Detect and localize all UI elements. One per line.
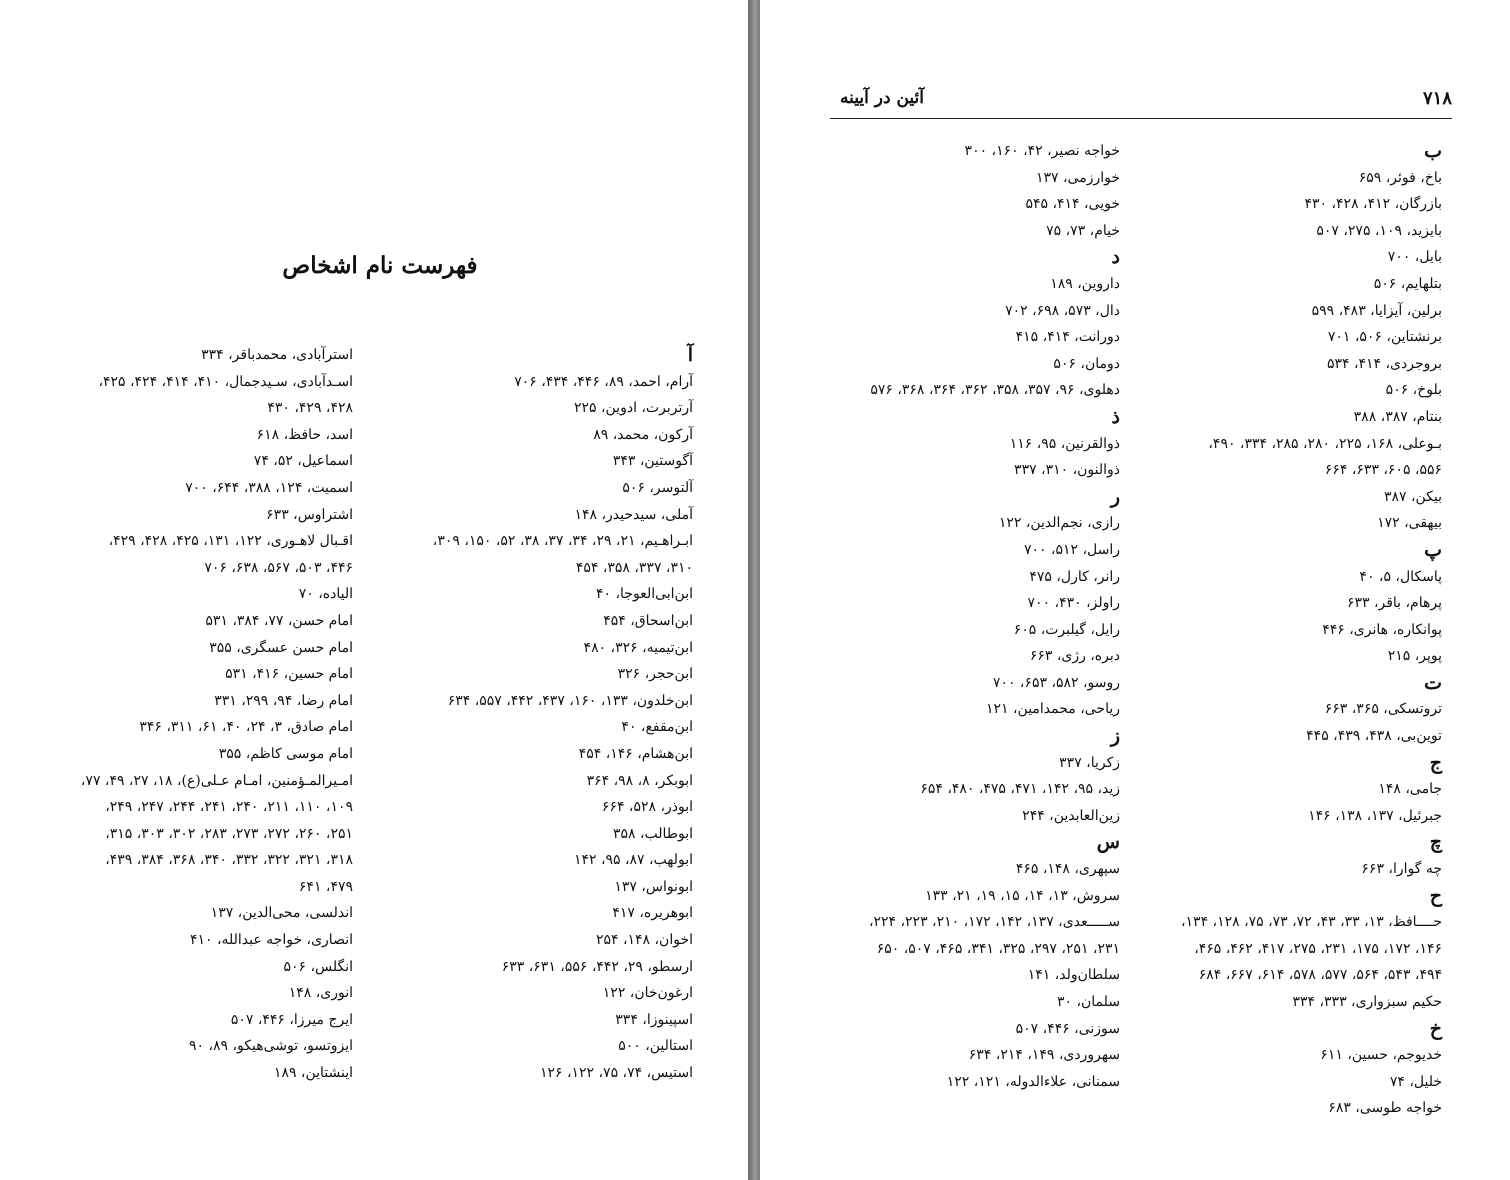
index-entry: ۴۷۹، ۶۴۱ [298,878,353,895]
index-entry: ابوبکر، ۸، ۹۸، ۳۶۴ [586,772,693,789]
index-entry: ارسطو، ۲۹، ۴۴۲، ۵۵۶، ۶۳۱، ۶۳۳ [501,958,693,975]
index-entry: تروتسکی، ۳۶۵، ۶۶۳ [1324,701,1442,718]
index-letter-heading: د [1111,246,1120,269]
index-entry: امام رضا، ۹۴، ۲۹۹، ۳۳۱ [214,692,353,709]
index-entry: زید، ۹۵، ۱۴۲، ۴۷۱، ۴۷۵، ۴۸۰، ۶۵۴ [920,781,1120,798]
index-entry: دورانت، ۴۱۴، ۴۱۵ [1015,329,1120,346]
index-entry: استالین، ۵۰۰ [618,1038,693,1055]
index-entry: بلوخ، ۵۰۶ [1385,382,1442,399]
index-entry: خوارزمی، ۱۳۷ [1036,169,1120,186]
index-entry: انگلس، ۵۰۶ [283,958,353,975]
index-entry: حکیم سبزواری، ۳۳۳، ۳۳۴ [1292,994,1442,1010]
index-entry: توین‌بی، ۴۳۸، ۴۳۹، ۴۴۵ [1306,728,1442,745]
index-entry: بایزید، ۱۰۹، ۲۷۵، ۵۰۷ [1316,222,1442,239]
index-entry: داروین، ۱۸۹ [1050,275,1120,292]
index-entry: ابوهریره، ۴۱۷ [612,905,693,922]
index-entry: اسماعیل، ۵۲، ۷۴ [253,453,353,470]
index-entry: ۲۳۱، ۲۵۱، ۲۹۷، ۳۲۵، ۳۴۱، ۴۶۵، ۵۰۷، ۶۵۰ [876,940,1120,957]
index-entry: سلمان، ۳۰ [1056,994,1120,1010]
index-entry: اسپینوزا، ۳۳۴ [615,1011,693,1028]
index-entry: ایرج میرزا، ۴۴۶، ۵۰۷ [230,1011,353,1028]
index-letter-heading: پ [1424,538,1442,561]
right-page [760,0,1510,1180]
index-entry: ۲۵۱، ۲۶۰، ۲۷۲، ۲۷۳، ۲۸۳، ۳۰۲، ۳۰۳، ۳۱۵، [105,825,353,842]
index-entry: اسمیت، ۱۲۴، ۳۸۸، ۶۴۴، ۷۰۰ [185,479,353,496]
index-entry: ۳۱۸، ۳۲۱، ۳۲۲، ۳۳۲، ۳۴۰، ۳۶۸، ۳۸۴، ۴۳۹، [105,852,353,869]
index-entry: استرآبادی، محمدباقر، ۳۳۴ [201,347,353,363]
index-entry: خواجه نصیر، ۴۲، ۱۶۰، ۳۰۰ [964,143,1120,159]
index-entry: اسد، حافظ، ۶۱۸ [256,426,353,443]
index-entry: بیهقی، ۱۷۲ [1377,515,1442,532]
right-column-1 [1152,138,1442,1122]
index-entry: سوزنی، ۴۴۶، ۵۰۷ [1015,1020,1120,1037]
index-entry: ابن‌اسحاق، ۴۵۴ [603,612,693,629]
index-entry: برنشتاین، ۵۰۶، ۷۰۱ [1327,329,1442,346]
index-entry: الیاده، ۷۰ [298,586,353,603]
index-entry: امام موسی کاظم، ۳۵۵ [218,745,353,762]
index-letter-heading: ح [1429,884,1442,907]
index-entry: ۴۹۴، ۵۴۳، ۵۶۴، ۵۷۷، ۵۷۸، ۶۱۴، ۶۶۷، ۶۸۴ [1198,967,1442,984]
index-entry: پرهام، باقر، ۶۳۳ [1346,595,1442,612]
index-letter-heading: چ [1429,831,1442,854]
index-entry: برلین، آیزایا، ۴۸۳، ۵۹۹ [1311,302,1442,319]
index-entry: انوری، ۱۴۸ [288,985,353,1002]
index-entry: بیکن، ۳۸۷ [1383,488,1442,505]
left-column-2 [13,342,353,1087]
index-entry: سلطان‌ولد، ۱۴۱ [1027,967,1120,984]
index-entry: خلیل، ۷۴ [1389,1073,1442,1090]
index-entry: بتلهایم، ۵۰۶ [1373,275,1442,292]
index-entry: امام حسین، ۴۱۶، ۵۳۱ [225,666,353,683]
index-entry: اخوان، ۱۴۸، ۲۵۴ [595,932,693,949]
index-entry: بـوعلی، ۱۶۸، ۲۲۵، ۲۸۰، ۲۸۵، ۳۳۴، ۴۹۰، [1208,435,1442,452]
index-entry: بنتام، ۳۸۷، ۳۸۸ [1353,408,1442,425]
index-entry: ۳۱۰، ۳۳۷، ۳۵۸، ۴۵۴ [575,559,693,576]
index-entry: ابونواس، ۱۳۷ [614,878,693,895]
running-header [830,84,1452,119]
index-entry: پوپر، ۲۱۵ [1387,648,1442,665]
index-entry: دومان، ۵۰۶ [1053,355,1120,372]
index-entry: ۴۲۸، ۴۲۹، ۴۳۰ [267,400,353,417]
index-entry: جامی، ۱۴۸ [1378,781,1442,798]
index-entry: خدیوجم، حسین، ۶۱۱ [1320,1047,1442,1064]
index-entry: آرتربرت، ادوین، ۲۲۵ [573,400,693,417]
index-entry: سمنانی، علاءالدوله، ۱۲۱، ۱۲۲ [946,1073,1120,1090]
index-entry: ۱۴۶، ۱۷۲، ۱۷۵، ۲۳۱، ۲۷۵، ۴۱۷، ۴۶۲، ۴۶۵، [1194,940,1442,957]
index-entry: ابـراهـیم، ۲۱، ۲۹، ۳۴، ۳۷، ۳۸، ۵۲، ۱۵۰، ۳۰۹، [432,533,693,550]
index-entry: رانر، کارل، ۴۷۵ [1029,568,1120,585]
book-gutter [748,0,760,1180]
index-entry: سروش، ۱۳، ۱۴، ۱۵، ۱۹، ۲۱، ۱۳۳ [925,887,1120,904]
index-entry: ایزوتسو، توشی‌هیکو، ۸۹، ۹۰ [189,1038,353,1055]
index-entry: پاسکال، ۵، ۴۰ [1359,568,1442,585]
index-entry: روسو، ۵۸۲، ۶۵۳، ۷۰۰ [992,674,1120,691]
index-entry: ابن‌خلدون، ۱۳۳، ۱۶۰، ۴۳۷، ۴۴۲، ۵۵۷، ۶۳۴ [447,692,693,709]
index-entry: ابولهب، ۸۷، ۹۵، ۱۴۲ [573,852,693,869]
index-entry: انصاری، خواجه عبدالله، ۴۱۰ [189,932,353,949]
index-title: فهرست نام اشخاص [282,252,478,279]
index-entry: آرام، احمد، ۸۹، ۴۴۶، ۴۳۴، ۷۰۶ [514,373,693,390]
index-entry: جبرئیل، ۱۳۷، ۱۳۸، ۱۴۶ [1308,807,1442,824]
index-letter-heading: س [1096,831,1120,854]
index-letter-heading: ت [1424,671,1442,694]
index-entry: اسـدآبادی، سـیدجمال، ۴۱۰، ۴۱۴، ۴۲۴، ۴۲۵، [98,373,353,390]
index-entry: امام حسن عسگری، ۳۵۵ [209,639,353,656]
right-column-2 [810,138,1120,1095]
index-letter-heading: ج [1429,751,1442,774]
page-number: ۷۱۸ [1422,88,1452,109]
index-entry: زین‌العابدین، ۲۴۴ [1022,807,1120,824]
index-entry: ابن‌تیمیه، ۳۲۶، ۴۸۰ [583,639,693,656]
index-entry: امام صادق، ۳، ۲۴، ۴۰، ۶۱، ۳۱۱، ۳۴۶ [139,719,353,736]
index-entry: ابن‌مقفع، ۴۰ [621,719,693,736]
index-entry: راولز، ۴۳۰، ۷۰۰ [1027,595,1120,612]
index-entry: آرکون، محمد، ۸۹ [593,426,693,443]
index-entry: خویی، ۴۱۴، ۵۴۵ [1025,196,1120,213]
left-page [0,0,748,1180]
index-entry: ذوالنون، ۳۱۰، ۳۳۷ [1014,462,1120,479]
index-letter-heading: ر [1110,485,1120,508]
index-entry: خواجه طوسی، ۶۸۳ [1328,1100,1442,1117]
index-entry: بروجردی، ۴۱۴، ۵۳۴ [1326,355,1442,372]
index-letter-heading: آ [687,344,693,366]
index-entry: اینشتاین، ۱۸۹ [273,1065,353,1082]
index-entry: بازرگان، ۴۱۲، ۴۲۸، ۴۳۰ [1304,196,1442,213]
index-entry: سهروردی، ۱۴۹، ۲۱۴، ۶۳۴ [968,1047,1120,1064]
index-entry: بایل، ۷۰۰ [1387,249,1442,266]
index-entry: استیس، ۷۴، ۷۵، ۱۲۲، ۱۲۶ [539,1065,693,1082]
index-entry: راسل، ۵۱۲، ۷۰۰ [1023,541,1120,558]
index-entry: ۴۴۶، ۵۰۳، ۵۶۷، ۶۳۸، ۷۰۶ [204,559,353,576]
index-entry: دبره، رژی، ۶۶۳ [1029,648,1120,665]
index-entry: امام حسن، ۷۷، ۳۸۴، ۵۳۱ [205,612,353,629]
left-column-1 [363,342,693,1087]
index-entry: ســـــعدی، ۱۳۷، ۱۴۲، ۱۷۲، ۲۱۰، ۲۲۳، ۲۲۴، [868,914,1120,931]
index-entry: ذوالقرنین، ۹۵، ۱۱۶ [1009,435,1120,452]
index-letter-heading: خ [1429,1017,1442,1040]
index-entry: ابوطالب، ۳۵۸ [613,825,693,842]
index-entry: اندلسی، محی‌الدین، ۱۳۷ [210,905,353,922]
index-entry: ریاحی، محمدامین، ۱۲۱ [986,701,1120,718]
index-letter-heading: ذ [1111,405,1120,428]
index-entry: اقـبال لاهـوری، ۱۲۲، ۱۳۱، ۴۲۵، ۴۲۸، ۴۲۹، [108,533,353,550]
index-entry: ۵۵۶، ۶۰۵، ۶۳۳، ۶۶۴ [1324,462,1442,479]
index-entry: ۱۰۹، ۱۱۰، ۲۱۱، ۲۴۰، ۲۴۱، ۲۴۴، ۲۴۷، ۲۴۹، [105,799,353,816]
index-letter-heading: ب [1424,140,1442,162]
index-entry: امـیرالمـؤمنین، امـام عـلی(ع)، ۱۸، ۲۷، ۴۹، ۷۷، [80,772,353,789]
index-letter-heading: ز [1110,725,1120,748]
index-entry: سپهری، ۱۴۸، ۴۶۵ [1015,861,1120,878]
index-entry: ابوذر، ۵۲۸، ۶۶۴ [601,799,693,816]
index-entry: رایل، گیلبرت، ۶۰۵ [1013,621,1120,638]
index-entry: آملی، سیدحیدر، ۱۴۸ [574,506,693,523]
index-entry: اشتراوس، ۶۳۳ [266,506,353,523]
index-entry: رازی، نجم‌الدین، ۱۲۲ [998,515,1120,532]
index-entry: خیام، ۷۳، ۷۵ [1046,222,1120,239]
index-entry: ارغون‌خان، ۱۲۲ [602,985,693,1002]
index-entry: آگوستین، ۳۴۳ [612,453,693,470]
index-entry: دال، ۵۷۳، ۶۹۸، ۷۰۲ [1005,302,1120,319]
index-entry: ابن‌هشام، ۱۴۶، ۴۵۴ [578,745,693,762]
index-entry: چه گوارا، ۶۶۳ [1361,861,1442,878]
index-entry: حــــافظ، ۱۳، ۳۳، ۴۳، ۷۲، ۷۳، ۷۵، ۱۲۸، ۱۳۴، [1181,914,1442,931]
index-entry: ابن‌حجر، ۳۲۶ [617,666,693,683]
index-entry: باخ، فوئر، ۶۵۹ [1358,169,1442,186]
index-entry: زکریا، ۳۳۷ [1059,754,1120,771]
index-entry: دهلوی، ۹۶، ۳۵۷، ۳۵۸، ۳۶۲، ۳۶۴، ۳۶۸، ۵۷۶ [870,382,1120,399]
book-title: آئین در آیینه [840,88,924,108]
index-entry: ابن‌ابی‌العوجا، ۴۰ [596,586,693,603]
index-entry: آلتوسر، ۵۰۶ [622,479,693,496]
index-entry: پوانکاره، هانری، ۴۴۶ [1322,621,1442,638]
